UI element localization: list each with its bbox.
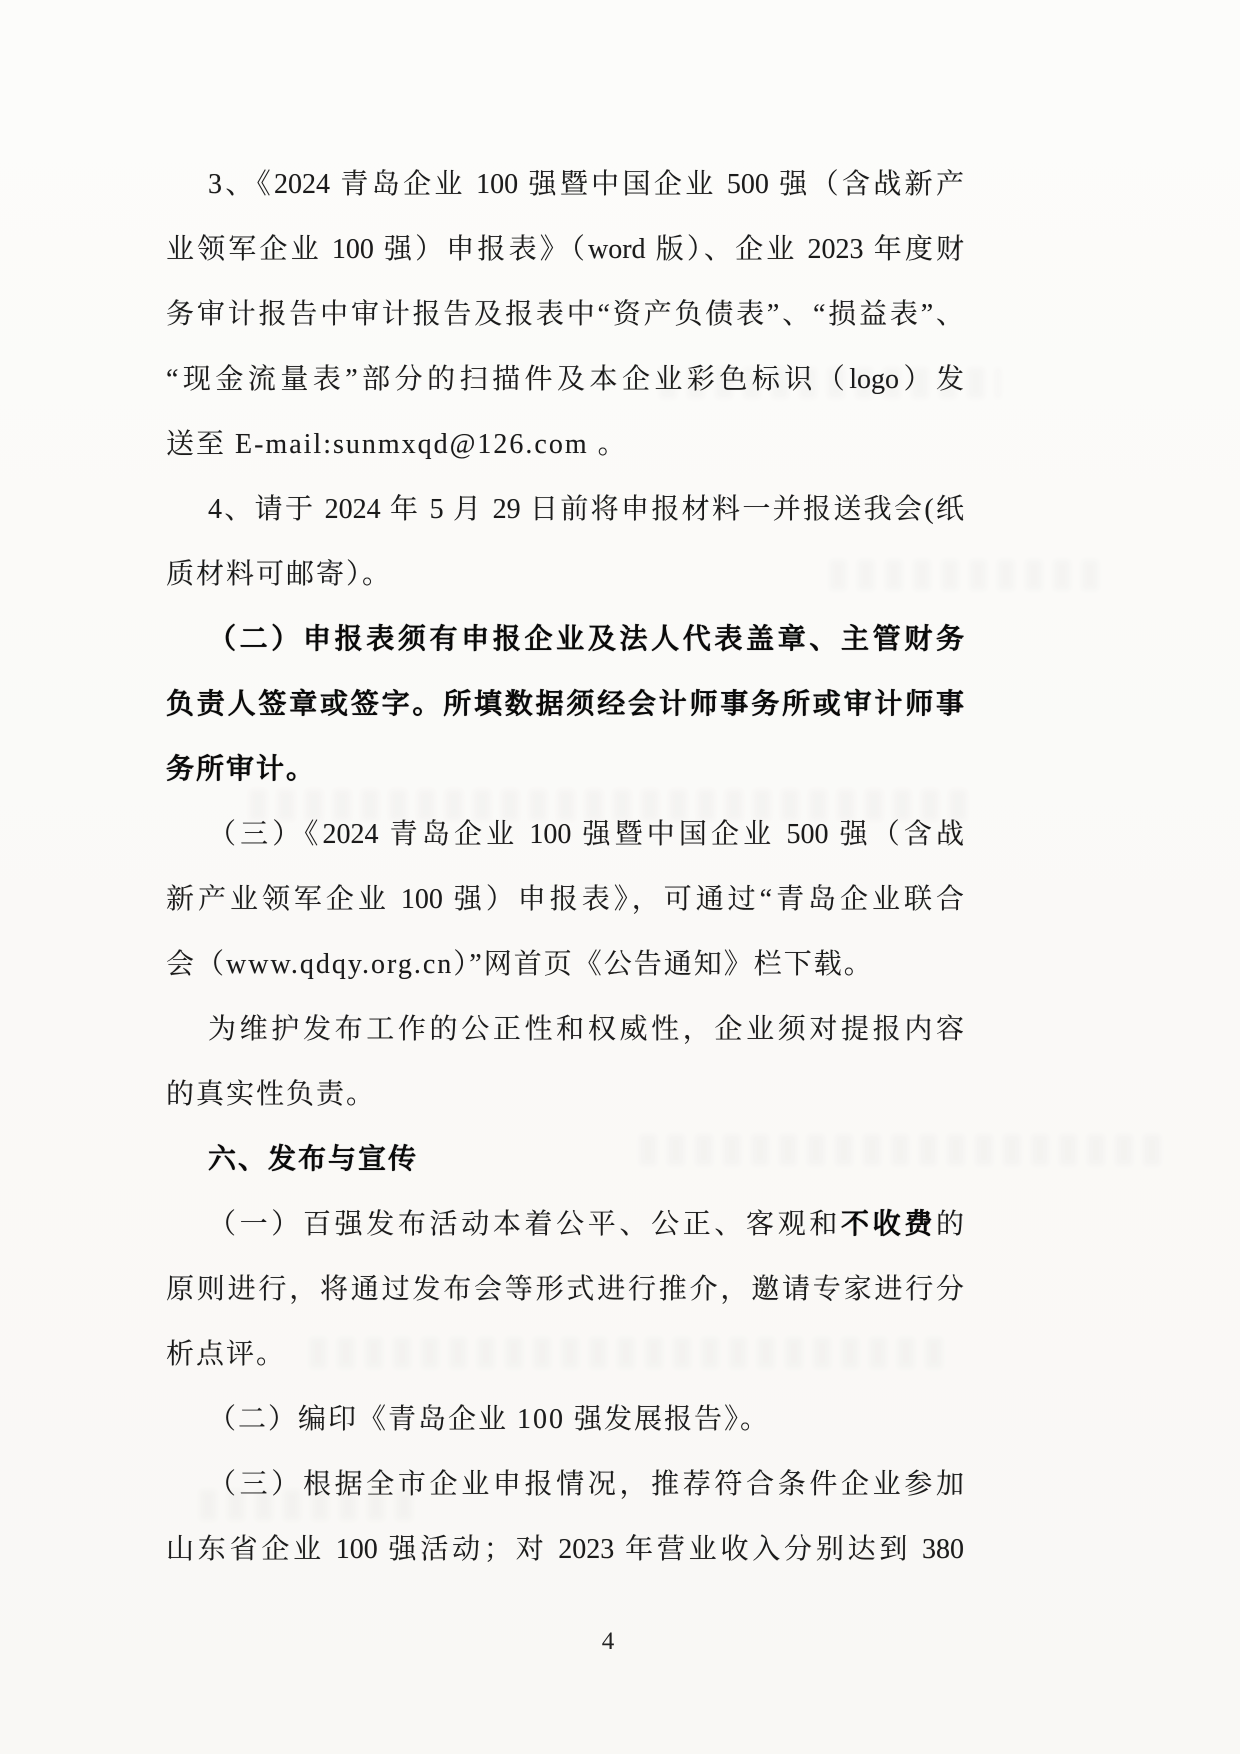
text-segment: 质材料可邮寄）。 xyxy=(166,559,393,590)
text-segment: （三）根据全市企业申报情况，推荐符合条件企业参加 xyxy=(208,1469,964,1500)
text-segment: 务审计报告中审计报告及报表中“资产负债表”、“损益表”、 xyxy=(166,299,964,330)
text-line xyxy=(166,1192,964,1257)
text-segment: 务所审计。 xyxy=(166,754,317,785)
text-segment: 析点评。 xyxy=(166,1339,287,1370)
text-line xyxy=(166,1452,964,1517)
text-line xyxy=(166,1387,964,1452)
text-segment: 为维护发布工作的公正性和权威性，企业须对提报内容 xyxy=(208,1014,964,1045)
text-line xyxy=(166,1127,964,1192)
text-line xyxy=(166,1517,964,1582)
text-segment: （三）《2024 青岛企业 100 强暨中国企业 500 强（含战 xyxy=(208,819,964,850)
text-segment: 负责人签章或签字。所填数据须经会计师事务所或审计师事 xyxy=(166,689,964,720)
text-segment: 原则进行，将通过发布会等形式进行推介，邀请专家进行分 xyxy=(166,1274,964,1305)
text-segment: 4、请于 2024 年 5 月 29 日前将申报材料一并报送我会(纸 xyxy=(208,494,964,525)
text-line xyxy=(166,217,964,282)
text-segment: 的真实性负责。 xyxy=(166,1079,377,1110)
text-line xyxy=(166,542,964,607)
text-line xyxy=(166,737,964,802)
text-line xyxy=(166,1257,964,1322)
text-line xyxy=(166,607,964,672)
text-line xyxy=(166,1062,964,1127)
text-segment: （二）编印《青岛企业 100 强发展报告》。 xyxy=(208,1404,771,1435)
text-line xyxy=(166,672,964,737)
text-line xyxy=(166,347,964,412)
text-line xyxy=(166,997,964,1062)
text-line xyxy=(166,1322,964,1387)
text-line xyxy=(166,152,964,217)
text-line xyxy=(166,282,964,347)
text-line xyxy=(166,477,964,542)
text-segment: 山东省企业 100 强活动；对 2023 年营业收入分别达到 380 xyxy=(166,1534,964,1565)
text-segment: （二）申报表须有申报企业及法人代表盖章、主管财务 xyxy=(208,624,964,655)
text-segment: 六、发布与宣传 xyxy=(208,1144,419,1175)
document-body xyxy=(166,152,964,1582)
text-segment: 新产业领军企业 100 强）申报表》，可通过“青岛企业联合 xyxy=(166,884,964,915)
text-line xyxy=(166,867,964,932)
emphasized-text: 不收费 xyxy=(841,1209,936,1240)
text-segment: 业领军企业 100 强）申报表》（word 版）、企业 2023 年度财 xyxy=(166,234,964,265)
text-line xyxy=(166,932,964,997)
text-segment: 的 xyxy=(935,1209,964,1240)
text-line xyxy=(166,802,964,867)
text-segment: 送至 E-mail:sunmxqd@126.com 。 xyxy=(166,429,628,460)
text-segment: “现金流量表”部分的扫描件及本企业彩色标识（logo）发 xyxy=(166,364,964,395)
text-segment: 3、《2024 青岛企业 100 强暨中国企业 500 强（含战新产 xyxy=(208,169,964,200)
text-segment: （一）百强发布活动本着公平、公正、客观和 xyxy=(208,1209,842,1240)
text-line xyxy=(166,412,964,477)
page-number: 4 xyxy=(601,1628,615,1655)
text-segment: 会（www.qdqy.org.cn）”网首页《公告通知》栏下载。 xyxy=(166,949,874,980)
